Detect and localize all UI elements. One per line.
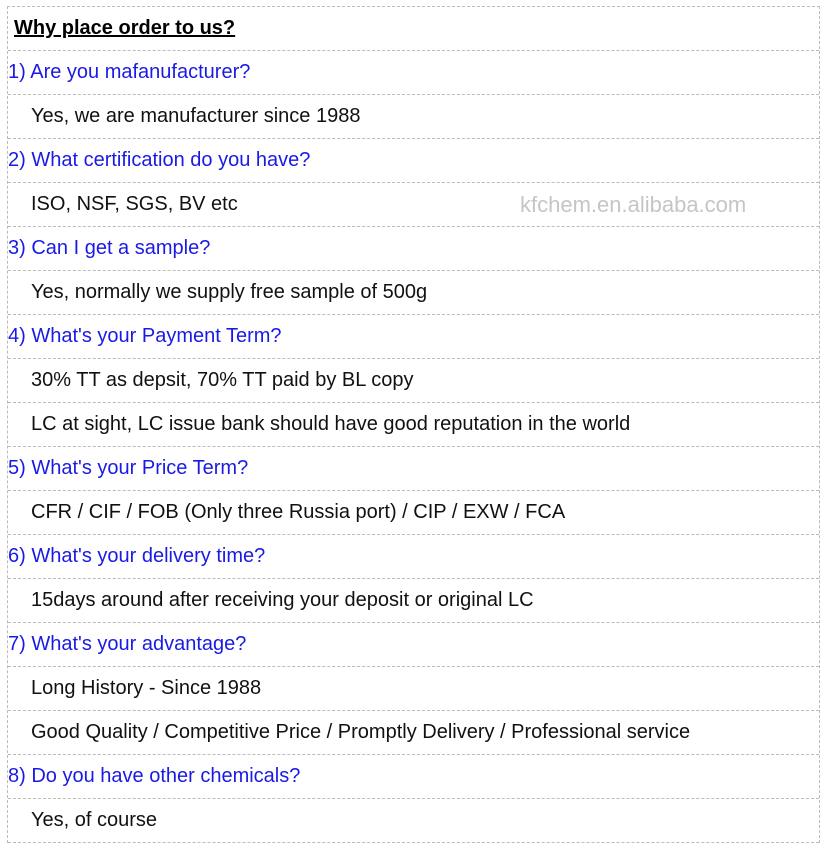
faq-question: 5) What's your Price Term? [8,457,249,479]
faq-question: 1) Are you mafanufacturer? [8,61,251,83]
faq-question-row [8,623,819,667]
faq-question-row [8,227,819,271]
faq-question-row [8,535,819,579]
faq-question-row [8,51,819,95]
faq-question-row [8,755,819,799]
faq-answer-row [8,667,819,711]
faq-answer-row [8,271,819,315]
faq-title: Why place order to us? [14,17,236,39]
faq-question-row [8,139,819,183]
faq-question-row [8,315,819,359]
faq-table [7,6,820,843]
faq-answer-row [8,95,819,139]
faq-answer: CFR / CIF / FOB (Only three Russia port) / CIP / EXW / FCA [31,501,566,523]
faq-rows [8,51,819,843]
faq-answer: LC at sight, LC issue bank should have good reputation in the world [31,413,631,435]
faq-answer-row [8,799,819,843]
faq-question: 4) What's your Payment Term? [8,325,282,347]
faq-answer-row [8,579,819,623]
faq-answer: 30% TT as depsit, 70% TT paid by BL copy [31,369,414,391]
faq-answer-row [8,403,819,447]
faq-answer: Yes, normally we supply free sample of 500g [31,281,428,303]
faq-answer-row [8,183,819,227]
faq-answer-row [8,491,819,535]
faq-question-row [8,447,819,491]
faq-question: 3) Can I get a sample? [8,237,211,259]
faq-answer: 15days around after receiving your deposit or original LC [31,589,534,611]
faq-answer: Yes, of course [31,809,158,831]
faq-answer: Long History - Since 1988 [31,677,262,699]
faq-answer-row [8,359,819,403]
faq-question: 6) What's your delivery time? [8,545,266,567]
faq-question: 7) What's your advantage? [8,633,247,655]
faq-title-row [8,7,819,51]
watermark: kfchem.en.alibaba.com [520,192,747,217]
faq-answer: ISO, NSF, SGS, BV etc [31,193,238,215]
faq-question: 2) What certification do you have? [8,149,311,171]
faq-answer: Yes, we are manufacturer since 1988 [31,105,361,127]
faq-answer: Good Quality / Competitive Price / Promptly Delivery / Professional service [31,721,691,743]
faq-question: 8) Do you have other chemicals? [8,765,301,787]
faq-answer-row [8,711,819,755]
